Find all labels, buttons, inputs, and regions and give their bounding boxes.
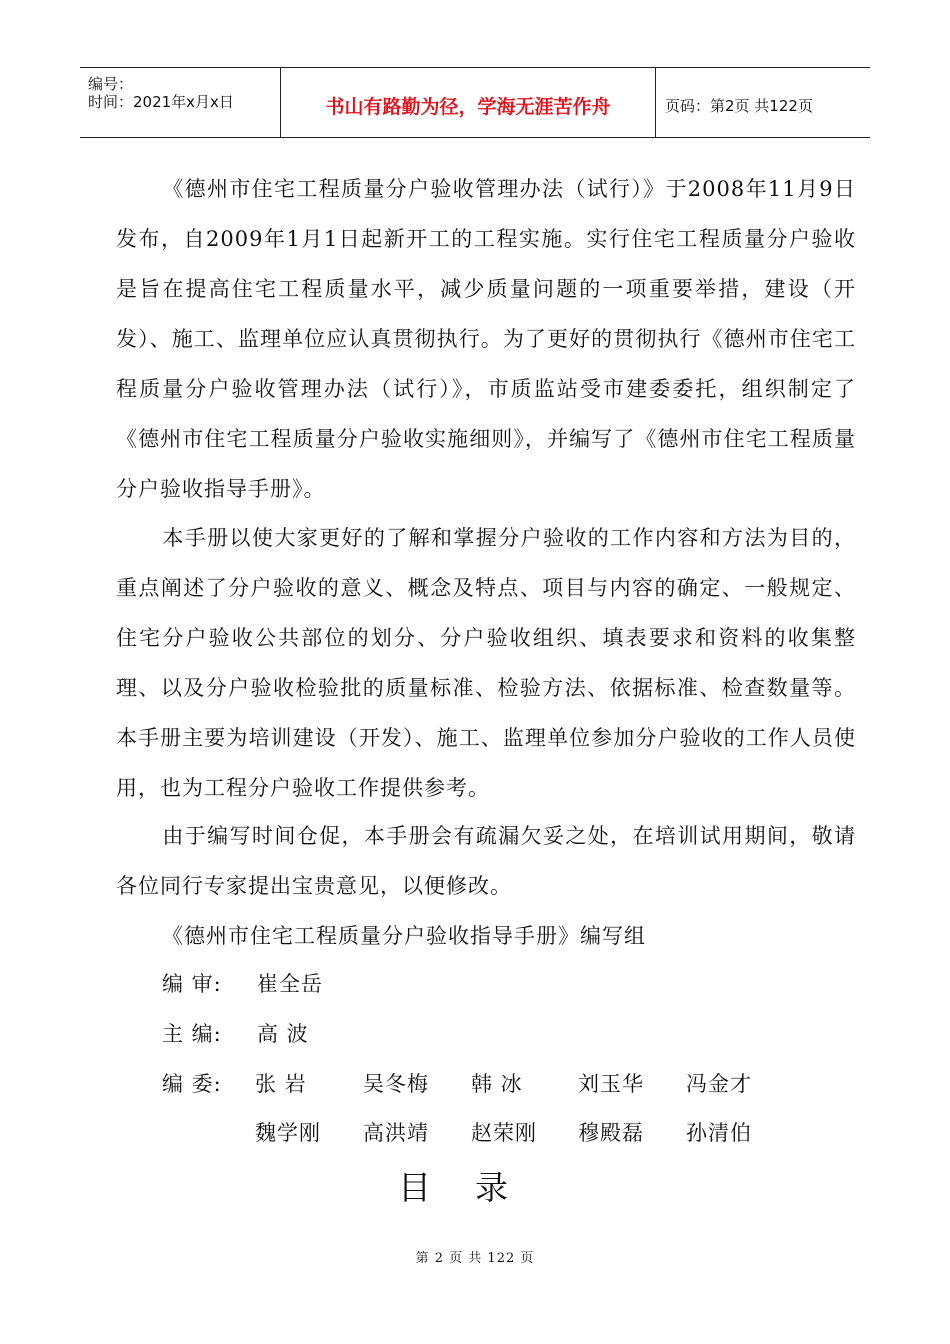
paragraph-purpose-text: 本手册以使大家更好的了解和掌握分户验收的工作内容和方法为目的，重点阐述了分户验收的意义、概念及特点、项目与内容的确定、一般规定、住宅分户验收公共部位的划分、分户验收组织、填表要求和资料的收集整理、以及分户验收检验批的质量标准、检验方法、依据标准、检查数量等。本手册主要为培训建设（开发）、施工、监理单位参加分户验收的工作人员使用，也为工程分户验收工作提供参考。 xyxy=(116,526,856,800)
header-center-cell xyxy=(281,68,656,137)
header-table xyxy=(80,67,870,138)
reviewer-label: 编 审: xyxy=(162,972,222,996)
committee-member: 冯金才 xyxy=(686,1072,752,1096)
document-number-label: 编号： xyxy=(88,75,134,93)
header-page-info: 页码：第2页 共122页 xyxy=(665,97,813,115)
committee-member: 魏学刚 xyxy=(255,1121,321,1145)
committee-member: 吴冬梅 xyxy=(363,1072,429,1096)
reviewer-name: 崔全岳 xyxy=(257,972,323,996)
credits-group-title: 《德州市住宅工程质量分户验收指导手册》编写组 xyxy=(162,924,646,948)
committee-member: 赵荣刚 xyxy=(471,1121,537,1145)
committee-member: 高洪靖 xyxy=(363,1121,429,1145)
paragraph-note xyxy=(116,811,856,911)
paragraph-note-text: 由于编写时间仓促，本手册会有疏漏欠妥之处，在培训试用期间，敬请各位同行专家提出宝贵意见，以便修改。 xyxy=(116,824,856,898)
page-footer: 第 2 页 共 122 页 xyxy=(415,1251,535,1266)
committee-member: 刘玉华 xyxy=(578,1072,644,1096)
paragraph-intro-text: 《德州市住宅工程质量分户验收管理办法（试行）》于2008年11月9日发布，自2009年1月1日起新开工的工程实施。实行住宅工程质量分户验收是旨在提高住宅工程质量水平，减少质量问题的一项重要举措，建设（开发）、施工、监理单位应认真贯彻执行。为了更好的贯彻执行《德州市住宅工程质量分户验收管理办法（试行）》，市质监站受市建委委托，组织制定了《德州市住宅工程质量分户验收实施细则》，并编写了《德州市住宅工程质量分户验收指导手册》。 xyxy=(116,177,856,501)
committee-member: 韩 冰 xyxy=(471,1072,523,1096)
committee-member: 穆殿磊 xyxy=(578,1121,644,1145)
header-left-cell xyxy=(80,68,281,137)
document-time-label: 时间：2021年x月x日 xyxy=(88,93,234,111)
committee-member: 孙清伯 xyxy=(686,1121,752,1145)
paragraph-intro xyxy=(116,164,856,514)
paragraph-purpose xyxy=(116,513,856,813)
editor-name: 高 波 xyxy=(257,1022,309,1046)
committee-label: 编 委: xyxy=(162,1072,222,1096)
header-right-cell xyxy=(657,68,870,137)
toc-heading: 目录 xyxy=(398,1168,552,1207)
committee-member: 张 岩 xyxy=(255,1072,307,1096)
header-motto: 书山有路勤为径，学海无涯苦作舟 xyxy=(325,96,611,118)
editor-label: 主 编: xyxy=(162,1022,222,1046)
